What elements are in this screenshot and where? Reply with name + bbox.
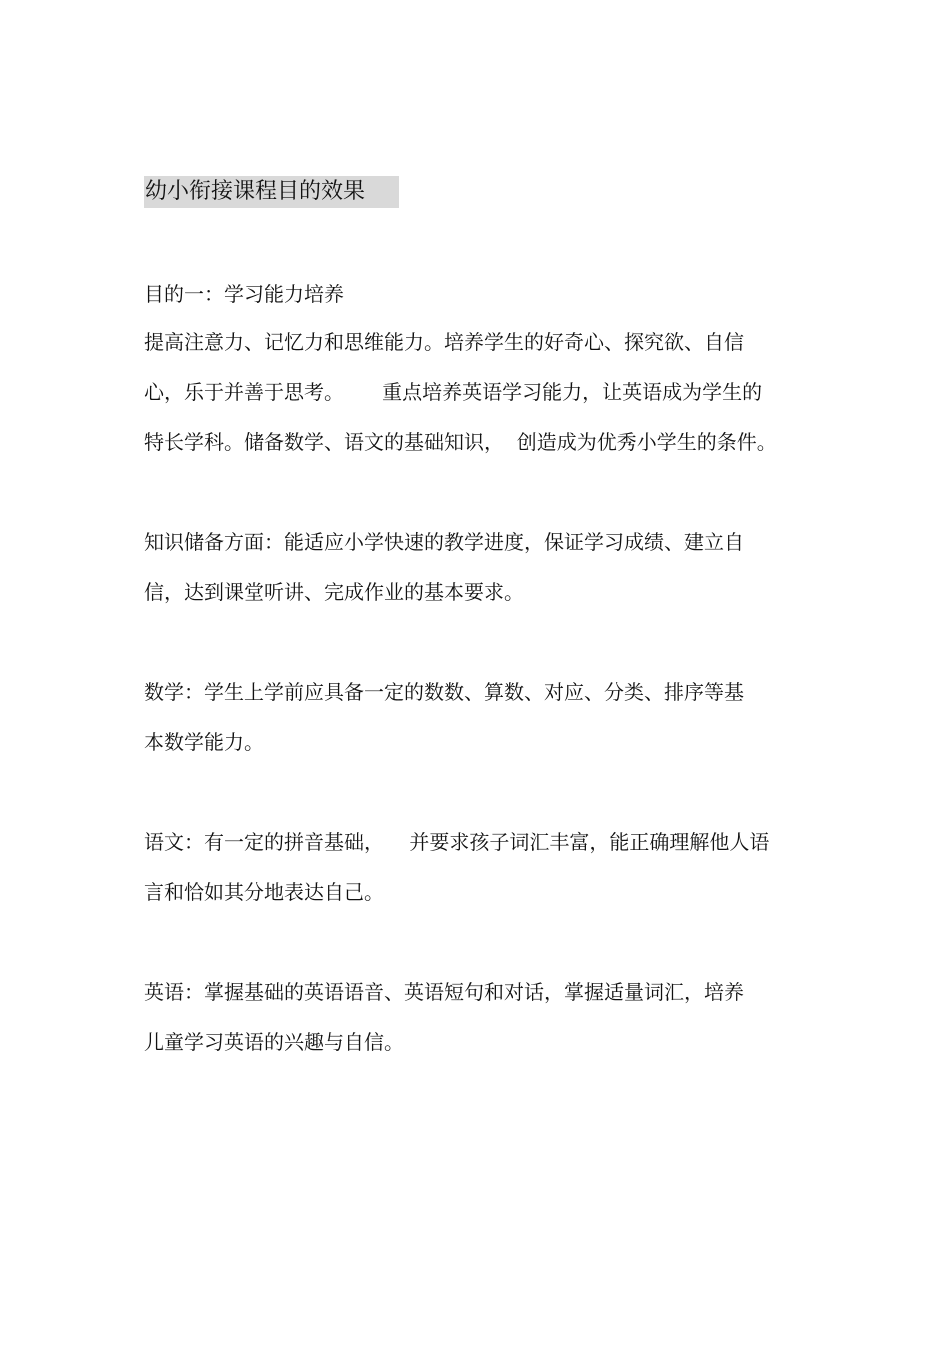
paragraph-line: 信，达到课堂听讲、完成作业的基本要求。 xyxy=(144,580,524,604)
paragraph-line-math: 数学：学生上学前应具备一定的数数、算数、对应、分类、排序等基 xyxy=(144,680,744,704)
paragraph-line-knowledge: 知识储备方面：能适应小学快速的教学进度，保证学习成绩、建立自 xyxy=(144,530,744,554)
section-heading-goal-one: 目的一：学习能力培养 xyxy=(144,282,344,306)
document-title: 幼小衔接课程目的效果 xyxy=(144,176,399,208)
paragraph-line: 本数学能力。 xyxy=(144,730,264,754)
paragraph-line: 言和恰如其分地表达自己。 xyxy=(144,880,384,904)
paragraph-line-chinese: 语文：有一定的拼音基础， 并要求孩子词汇丰富，能正确理解他人语 xyxy=(144,830,770,854)
paragraph-line: 特长学科。储备数学、语文的基础知识， 创造成为优秀小学生的条件。 xyxy=(144,430,777,454)
paragraph-line: 提高注意力、记忆力和思维能力。培养学生的好奇心、探究欲、自信 xyxy=(144,330,744,354)
paragraph-line: 儿童学习英语的兴趣与自信。 xyxy=(144,1030,404,1054)
paragraph-line: 心，乐于并善于思考。 重点培养英语学习能力，让英语成为学生的 xyxy=(144,380,763,404)
paragraph-line-english: 英语：掌握基础的英语语音、英语短句和对话，掌握适量词汇，培养 xyxy=(144,980,744,1004)
